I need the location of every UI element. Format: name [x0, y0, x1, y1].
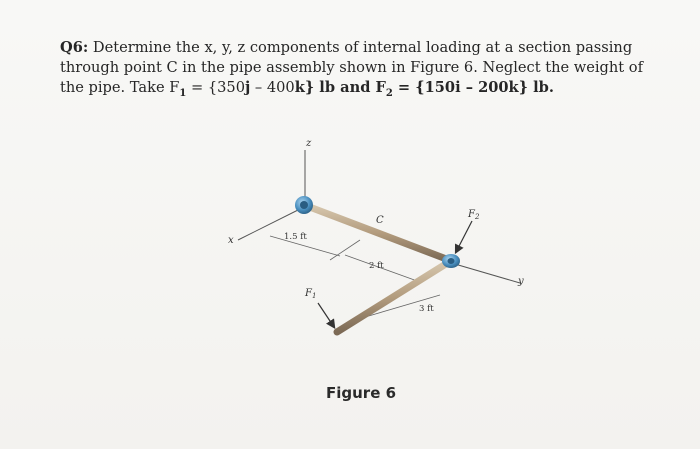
- question-number: Q6:: [60, 39, 89, 56]
- question-line-3: the pipe. Take $F_1 = \{350j - 400k\}$ lb and $F_2 = \{150i - 200k\}$ lb.: [60, 79, 554, 99]
- z-axis-label: z: [306, 138, 312, 149]
- dimension-label-2: 2 ft: [369, 261, 384, 271]
- dimension-label-3: 3 ft: [419, 304, 434, 314]
- dimension-label-1: 1.5 ft: [284, 232, 307, 242]
- question-line-2: through point C in the pipe assembly shown in Figure 6. Neglect the weight of: [60, 59, 643, 76]
- x-axis-label: x: [228, 235, 234, 246]
- question-line-1: Determine the x, y, z components of internal loading at a section passing: [92, 39, 633, 56]
- y-axis: [448, 262, 520, 283]
- force-f1-arrow: [318, 303, 334, 327]
- force-f1-label: $F_1$: [305, 288, 317, 300]
- point-c-label: C: [376, 215, 384, 226]
- figure-caption: Figure 6: [326, 384, 397, 402]
- force-f2-arrow: [456, 221, 472, 252]
- force-f2-label: $F_2$: [468, 209, 480, 221]
- y-axis-label: y: [518, 276, 524, 287]
